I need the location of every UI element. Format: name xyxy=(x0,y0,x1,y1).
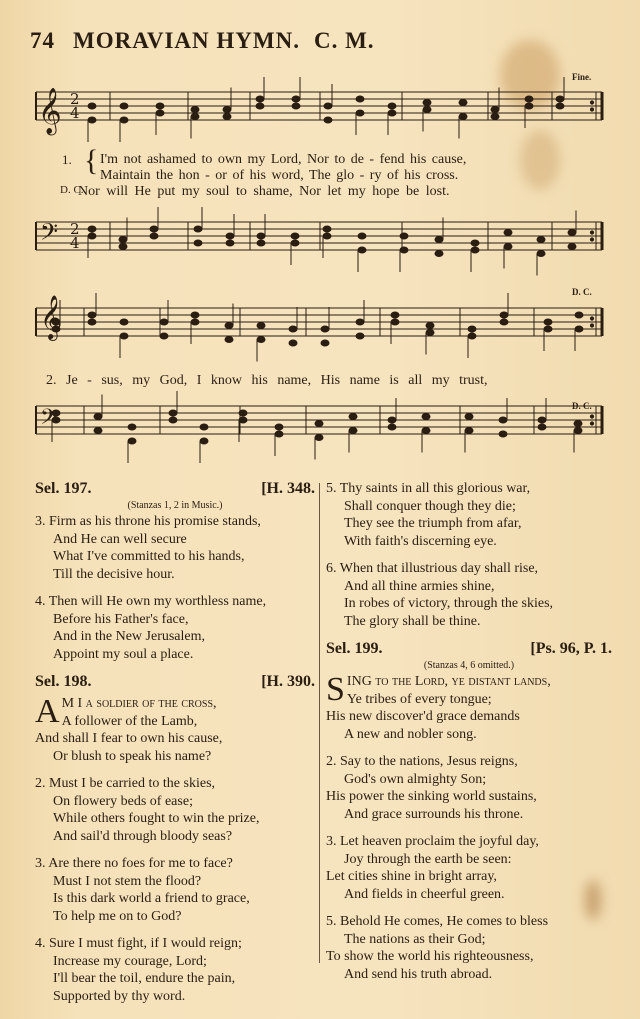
note-head xyxy=(537,251,545,257)
page-number: 74 xyxy=(30,28,55,53)
note-head xyxy=(349,428,357,434)
note-head xyxy=(120,333,128,339)
selection-ref: [H. 348. xyxy=(261,480,315,497)
note-head xyxy=(291,233,299,239)
note-head xyxy=(200,438,208,444)
note-head xyxy=(169,410,177,416)
note-head xyxy=(88,319,96,325)
note-head xyxy=(194,240,202,246)
note-head xyxy=(88,233,96,239)
note-head xyxy=(256,96,264,102)
note-head xyxy=(468,333,476,339)
note-head xyxy=(422,414,430,420)
stanza: 4. Sure I must fight, if I would reign; Increase my courage, Lord; I'll bear the toil, endure the pain, Supported by thy word. xyxy=(35,936,242,1004)
note-head xyxy=(119,244,127,250)
note-head xyxy=(120,103,128,109)
note-head xyxy=(292,103,300,109)
note-head xyxy=(499,417,507,423)
note-head xyxy=(256,103,264,109)
note-head xyxy=(538,417,546,423)
note-head xyxy=(556,103,564,109)
note-head xyxy=(349,414,357,420)
note-head xyxy=(423,107,431,113)
note-head xyxy=(400,233,408,239)
note-head xyxy=(191,319,199,325)
note-head xyxy=(289,326,297,332)
note-head xyxy=(191,107,199,113)
note-head xyxy=(88,117,96,123)
note-head xyxy=(119,237,127,243)
note-head xyxy=(292,96,300,102)
note-head xyxy=(388,424,396,430)
brace: { xyxy=(84,144,99,177)
note-head xyxy=(356,319,364,325)
stanza: 4. Then will He own my worthless name, Before his Father's face, And in the New Jerusalem, Appoint my soul a place. xyxy=(35,594,267,662)
note-head xyxy=(471,240,479,246)
note-head xyxy=(257,240,265,246)
note-head xyxy=(239,410,247,416)
hymn-title: MORAVIAN HYMN. xyxy=(73,28,300,53)
selection-title: Sel. 198. xyxy=(35,673,92,690)
repeat-dot xyxy=(590,415,593,418)
stanza: 6. When that illustrious day shall rise, And all thine armies shine, In robes of victory, through the skies, The glory shall be thine. xyxy=(326,561,554,629)
note-head xyxy=(426,323,434,329)
note-head xyxy=(194,226,202,232)
note-head xyxy=(356,333,364,339)
note-head xyxy=(504,244,512,250)
repeat-dot xyxy=(590,108,593,111)
note-head xyxy=(435,237,443,243)
note-head xyxy=(160,333,168,339)
note-head xyxy=(156,110,164,116)
dc-mark: D. C. xyxy=(572,401,592,411)
note-head xyxy=(223,114,231,120)
lyric-line: Maintain the hon - or of his word, The glo - ry of his cross. xyxy=(100,168,459,183)
treble-clef: 𝄞 xyxy=(40,295,63,339)
stanza-note: (Stanzas 4, 6 omitted.) xyxy=(423,660,515,671)
meter: C. M. xyxy=(313,28,375,53)
stanza-note: (Stanzas 1, 2 in Music.) xyxy=(127,500,223,511)
lyric-line: I'm not ashamed to own my Lord, Nor to de - fend his cause, xyxy=(100,152,467,167)
stanza: 5. Behold He comes, He comes to bless The nations as their God; To show the world his righteousness, And send his truth abroad. xyxy=(326,914,549,982)
note-head xyxy=(423,100,431,106)
right-column xyxy=(326,480,612,993)
dc-label: D. C. xyxy=(60,184,84,196)
selection-ref: [Ps. 96, P. 1. xyxy=(530,640,612,657)
note-head xyxy=(500,319,508,325)
stanza: 3. Let heaven proclaim the joyful day, Joy through the earth be seen: Let cities shine in bright array, And fields in cheerful green. xyxy=(326,834,539,902)
fine-mark: Fine. xyxy=(572,72,592,82)
stanza: 2. Must I be carried to the skies, On flowery beds of ease; While others fought to win the prize, And sail'd through bloody seas? xyxy=(35,776,260,844)
note-head xyxy=(388,103,396,109)
verse-number: 1. xyxy=(62,152,72,167)
lyric-line: 2. Je - sus, my God, I know his name, His name is all my trust, xyxy=(46,373,488,388)
note-head xyxy=(356,96,364,102)
note-head xyxy=(538,424,546,430)
note-head xyxy=(323,233,331,239)
time-sig-top: 2 xyxy=(70,220,80,238)
note-head xyxy=(459,114,467,120)
note-head xyxy=(257,233,265,239)
selection-header xyxy=(35,480,315,498)
note-head xyxy=(94,428,102,434)
music-score xyxy=(0,0,640,470)
note-head xyxy=(88,226,96,232)
note-head xyxy=(257,323,265,329)
note-head xyxy=(391,319,399,325)
note-head xyxy=(491,114,499,120)
note-head xyxy=(321,340,329,346)
note-head xyxy=(323,226,331,232)
time-sig-bottom: 4 xyxy=(70,234,80,252)
note-head xyxy=(128,424,136,430)
selection-title: Sel. 199. xyxy=(326,640,383,657)
note-head xyxy=(150,226,158,232)
note-head xyxy=(291,240,299,246)
note-head xyxy=(128,438,136,444)
note-head xyxy=(315,435,323,441)
lyrics-verse-1 xyxy=(60,144,602,200)
repeat-dot xyxy=(590,422,593,425)
repeat-dot xyxy=(590,324,593,327)
note-head xyxy=(289,340,297,346)
lyric-line: Nor will He put my soul to shame, Nor let my hope be lost. xyxy=(78,184,450,199)
note-head xyxy=(568,244,576,250)
note-head xyxy=(226,233,234,239)
note-head xyxy=(435,251,443,257)
time-sig-top: 2 xyxy=(70,90,80,108)
repeat-dot xyxy=(590,231,593,234)
repeat-dot xyxy=(590,101,593,104)
selection-header xyxy=(35,673,315,691)
note-head xyxy=(169,417,177,423)
note-head xyxy=(574,421,582,427)
stanza: 2. Say to the nations, Jesus reigns, God's own almighty Son; His power the sinking world sustains, And grace surrounds his throne. xyxy=(326,754,537,822)
note-head xyxy=(465,428,473,434)
note-head xyxy=(275,431,283,437)
repeat-dot xyxy=(590,238,593,241)
bass-clef: 𝄢 xyxy=(40,218,59,251)
note-head xyxy=(525,96,533,102)
note-head xyxy=(465,414,473,420)
note-head xyxy=(356,110,364,116)
note-head xyxy=(200,424,208,430)
note-head xyxy=(388,110,396,116)
repeat-dot xyxy=(590,317,593,320)
note-head xyxy=(120,117,128,123)
note-head xyxy=(391,312,399,318)
note-head xyxy=(426,330,434,336)
note-head xyxy=(568,230,576,236)
stanza: 3. Firm as his throne his promise stands, And He can well secure What I've committed to his hands, Till the decisive hour. xyxy=(35,514,261,582)
stanza: A M I a soldier of the cross, A follower of the Lamb, And shall I fear to own his cause, Or blush to speak his name? xyxy=(35,693,223,764)
note-head xyxy=(225,337,233,343)
note-head xyxy=(315,421,323,427)
note-head xyxy=(191,312,199,318)
left-column xyxy=(35,480,315,1015)
dc-mark: D. C. xyxy=(572,287,592,297)
note-head xyxy=(223,107,231,113)
note-head xyxy=(225,323,233,329)
note-head xyxy=(120,319,128,325)
note-head xyxy=(358,247,366,253)
stanza: SING to the Lord, ye distant lands, Ye tribes of every tongue; His new discover'd grace demands A new and nobler song. xyxy=(326,671,551,742)
note-head xyxy=(544,326,552,332)
note-head xyxy=(400,247,408,253)
note-head xyxy=(575,312,583,318)
note-head xyxy=(88,312,96,318)
note-head xyxy=(574,428,582,434)
note-head xyxy=(358,233,366,239)
note-head xyxy=(459,100,467,106)
drop-cap: A xyxy=(35,693,60,730)
note-head xyxy=(471,247,479,253)
lyrics-verse-2 xyxy=(46,373,488,389)
selection-title: Sel. 197. xyxy=(35,480,92,497)
note-head xyxy=(150,233,158,239)
note-head xyxy=(500,312,508,318)
note-head xyxy=(321,326,329,332)
note-head xyxy=(388,417,396,423)
note-head xyxy=(275,424,283,430)
drop-cap: S xyxy=(326,671,345,708)
note-head xyxy=(160,319,168,325)
treble-clef: 𝄞 xyxy=(38,88,62,134)
note-head xyxy=(499,431,507,437)
note-head xyxy=(156,103,164,109)
stanza: 5. Thy saints in all this glorious war, Shall conquer though they die; They see the triumph from afar, With faith's discerning eye. xyxy=(326,481,531,549)
stanza: 3. Are there no foes for me to face? Must I not stem the flood? Is this dark world a friend to grace, To help me on to God? xyxy=(35,856,250,924)
note-head xyxy=(468,326,476,332)
note-head xyxy=(239,417,247,423)
note-head xyxy=(422,428,430,434)
note-head xyxy=(191,114,199,120)
time-sig-bottom: 4 xyxy=(70,104,80,122)
column-divider xyxy=(319,483,320,963)
note-head xyxy=(556,96,564,102)
selection-header xyxy=(326,640,612,658)
note-head xyxy=(257,337,265,343)
note-head xyxy=(504,230,512,236)
selection-ref: [H. 390. xyxy=(261,673,315,690)
note-head xyxy=(525,103,533,109)
note-head xyxy=(324,117,332,123)
note-head xyxy=(94,414,102,420)
note-head xyxy=(537,237,545,243)
note-head xyxy=(491,107,499,113)
note-head xyxy=(88,103,96,109)
bass-clef: 𝄢 xyxy=(40,405,57,435)
note-head xyxy=(544,319,552,325)
note-head xyxy=(575,326,583,332)
note-head xyxy=(226,240,234,246)
note-head xyxy=(324,103,332,109)
